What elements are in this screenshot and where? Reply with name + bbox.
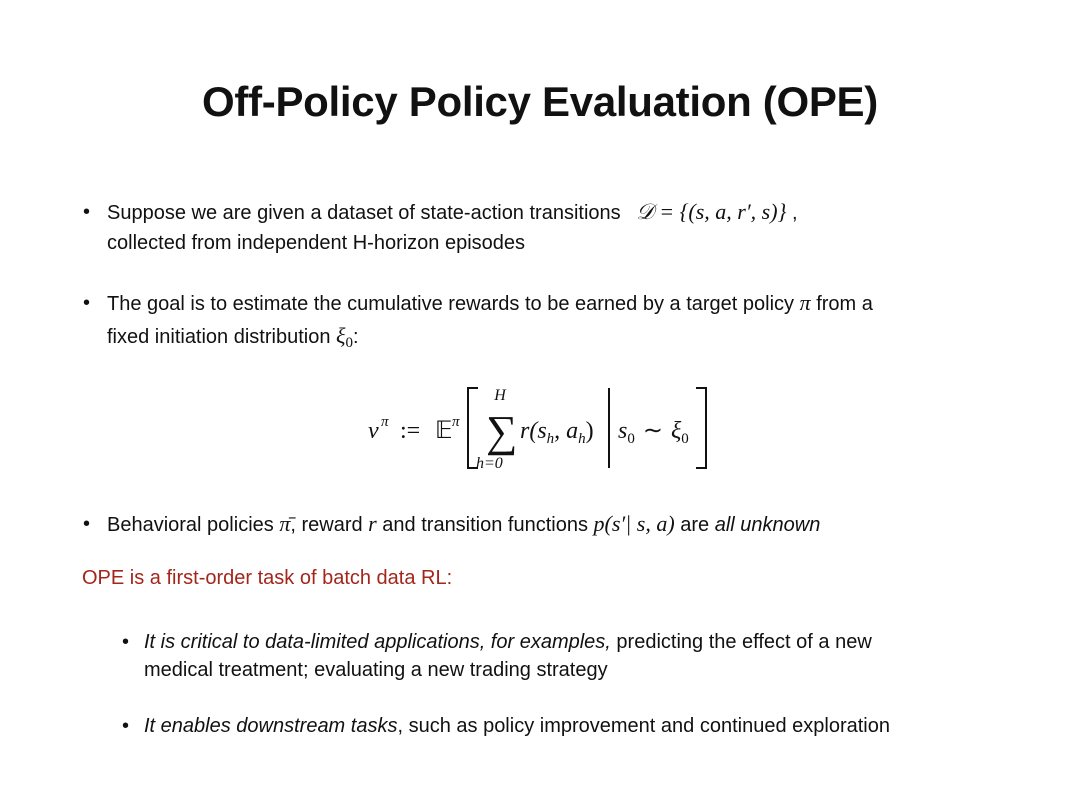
sum-upper: H [494,387,506,404]
xi-symbol: $\xi_0$ [336,323,353,351]
transition-formula: p(s′| s, a) [593,511,675,536]
bullet-unknown-text-4: are [680,514,710,536]
slide-title: Off-Policy Policy Evaluation (OPE) [202,78,878,125]
formula-assign: := [400,418,421,444]
sub-bullet-critical-line2: medical treatment; evaluating a new trading strategy [144,659,608,681]
bullet-unknown [107,509,1007,540]
formula-condition: $s_0$ ∼ $\xi_0$ [618,418,689,447]
dataset-formula: 𝒟 = {(s, a, r′, s)} [636,199,787,224]
bullet-unknown-text: Behavioral policies [107,514,274,536]
r-symbol: r [368,511,377,536]
goal-colon: : [352,326,359,348]
formula-expectation: 𝔼 [435,418,453,444]
pi-symbol: π [799,290,811,315]
bullet-unknown-text-2: , reward [290,514,363,536]
bullet-dataset-line2: collected from independent H-horizon episodes [107,232,526,254]
bullet-dataset-text: Suppose we are given a dataset of state-action transitions [107,202,621,224]
sum-lower: h=0 [476,455,503,472]
formula-v-sup: π [381,414,389,430]
sub-bullet-critical-text: predicting the effect of a new [616,631,872,653]
dataset-comma: , [791,202,798,224]
ope-statement: OPE is a first-order task of batch data RL: [82,567,453,589]
formula-term: $r(s_h$, $a_h$) [520,418,594,447]
sum-sigma: ∑ [486,407,518,456]
bullet-dataset [107,197,1007,258]
sub-bullet-downstream-text: , such as policy improvement and continued exploration [397,715,890,737]
formula-e-sup: π [452,414,460,430]
sub-bullet-critical [144,628,1024,684]
right-bracket [696,388,706,468]
bullet-goal-text: The goal is to estimate the cumulative rewards to be earned by a target policy [107,293,795,315]
pibar-symbol: π̄ [279,511,291,536]
sub-bullet-downstream-emphasis: It enables downstream tasks [144,715,398,737]
sub-bullet-critical-emphasis: It is critical to data-limited applications, for examples, [144,631,611,653]
bullet-goal [107,287,1007,359]
bullet-unknown-text-3: and transition functions [382,514,588,536]
bullet-goal-text-2: from a [816,293,873,315]
formula-v: v [368,418,379,444]
value-formula [0,380,1080,480]
sub-bullet-downstream [144,712,1024,740]
all-unknown-emphasis: all unknown [714,514,821,536]
bullet-goal-line2: fixed initiation distribution [107,326,331,348]
